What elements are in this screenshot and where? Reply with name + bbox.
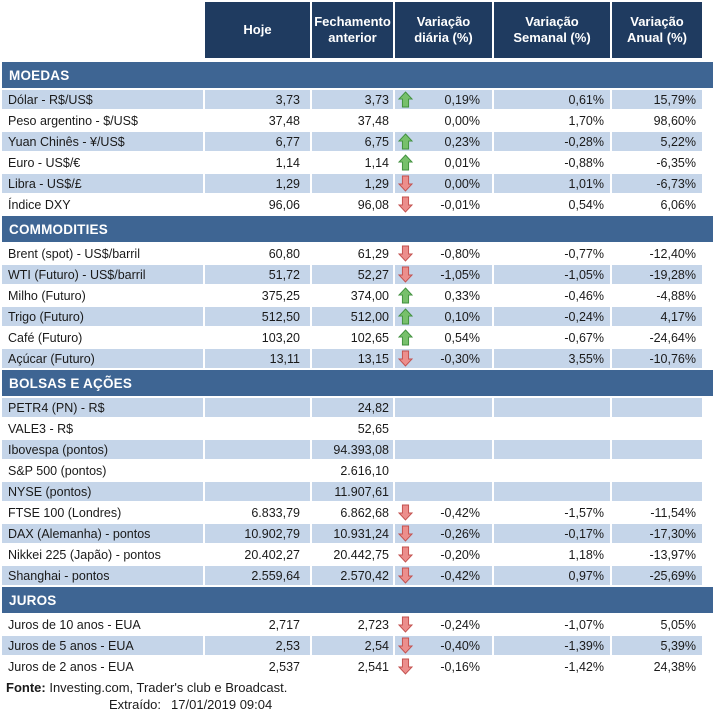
- arrow-slot: [397, 636, 414, 655]
- variacao-diaria-value: 0,19%: [444, 92, 480, 107]
- cell-variacao-anual: -4,88%: [612, 286, 702, 305]
- cell-variacao-diaria: [395, 461, 492, 480]
- cell-variacao-diaria: [395, 398, 492, 417]
- cell-variacao-anual: -13,97%: [612, 545, 702, 564]
- cell-fechamento: 20.442,75: [312, 545, 393, 564]
- cell-variacao-anual: [612, 461, 702, 480]
- cell-fechamento: 2,541: [312, 657, 393, 676]
- table-row: [2, 265, 713, 284]
- arrow-slot: [397, 286, 414, 305]
- row-label: VALE3 - R$: [2, 419, 203, 438]
- cell-variacao-semanal: -0,88%: [494, 153, 610, 172]
- table-row: [2, 636, 713, 655]
- cell-variacao-diaria: [395, 566, 492, 585]
- row-label: Juros de 10 anos - EUA: [2, 615, 203, 634]
- variacao-diaria-value: -0,01%: [440, 197, 480, 212]
- cell-variacao-anual: 5,39%: [612, 636, 702, 655]
- row-label: S&P 500 (pontos): [2, 461, 203, 480]
- cell-fechamento: 6.862,68: [312, 503, 393, 522]
- down-arrow-icon: [398, 546, 413, 564]
- cell-fechamento: 10.931,24: [312, 524, 393, 543]
- row-label: Milho (Futuro): [2, 286, 203, 305]
- arrow-slot: [397, 328, 414, 347]
- row-label: Nikkei 225 (Japão) - pontos: [2, 545, 203, 564]
- arrow-slot: [397, 503, 414, 522]
- row-label: Yuan Chinês - ¥/US$: [2, 132, 203, 151]
- cell-variacao-semanal: -1,39%: [494, 636, 610, 655]
- arrow-slot: [397, 244, 414, 263]
- cell-variacao-diaria: [395, 244, 492, 263]
- cell-variacao-anual: -6,35%: [612, 153, 702, 172]
- arrow-slot: [397, 111, 414, 130]
- cell-variacao-anual: 4,17%: [612, 307, 702, 326]
- row-label: Dólar - R$/US$: [2, 90, 203, 109]
- cell-variacao-semanal: 0,61%: [494, 90, 610, 109]
- row-label: Juros de 5 anos - EUA: [2, 636, 203, 655]
- source-label: Fonte:: [6, 680, 46, 695]
- cell-variacao-diaria: [395, 636, 492, 655]
- cell-variacao-anual: [612, 440, 702, 459]
- table-row: [2, 244, 713, 263]
- cell-variacao-anual: 5,22%: [612, 132, 702, 151]
- cell-variacao-anual: 5,05%: [612, 615, 702, 634]
- cell-variacao-diaria: [395, 328, 492, 347]
- down-arrow-icon: [398, 637, 413, 655]
- cell-hoje: 1,14: [205, 153, 310, 172]
- row-label: Juros de 2 anos - EUA: [2, 657, 203, 676]
- arrow-slot: [397, 657, 414, 676]
- section-header-0: MOEDAS: [2, 62, 713, 88]
- arrow-slot: [397, 349, 414, 368]
- cell-hoje: [205, 461, 310, 480]
- cell-variacao-semanal: -1,57%: [494, 503, 610, 522]
- cell-hoje: 2,717: [205, 615, 310, 634]
- table-row: [2, 503, 713, 522]
- cell-hoje: [205, 419, 310, 438]
- table-row: [2, 111, 713, 130]
- variacao-diaria-value: 0,01%: [444, 155, 480, 170]
- cell-hoje: 60,80: [205, 244, 310, 263]
- cell-hoje: 512,50: [205, 307, 310, 326]
- source-line: [6, 681, 713, 695]
- column-header-variacao-anual: Variação Anual (%): [612, 2, 702, 58]
- variacao-diaria-value: 0,23%: [444, 134, 480, 149]
- cell-fechamento: 374,00: [312, 286, 393, 305]
- cell-hoje: 2,537: [205, 657, 310, 676]
- cell-fechamento: 512,00: [312, 307, 393, 326]
- cell-variacao-semanal: [494, 482, 610, 501]
- cell-fechamento: 61,29: [312, 244, 393, 263]
- arrow-slot: [397, 90, 414, 109]
- table-row: [2, 657, 713, 676]
- down-arrow-icon: [398, 245, 413, 263]
- down-arrow-icon: [398, 175, 413, 193]
- cell-variacao-semanal: [494, 461, 610, 480]
- down-arrow-icon: [398, 196, 413, 214]
- up-arrow-icon: [398, 308, 413, 326]
- table-row: [2, 615, 713, 634]
- row-label: Shanghai - pontos: [2, 566, 203, 585]
- header-empty-corner: [2, 2, 203, 58]
- arrow-slot: [397, 132, 414, 151]
- cell-hoje: 6.833,79: [205, 503, 310, 522]
- variacao-diaria-value: -1,05%: [440, 267, 480, 282]
- cell-fechamento: 1,29: [312, 174, 393, 193]
- cell-variacao-anual: -6,73%: [612, 174, 702, 193]
- arrow-slot: [397, 461, 414, 480]
- extracted-timestamp: 17/01/2019 09:04: [171, 697, 273, 713]
- cell-fechamento: 2.570,42: [312, 566, 393, 585]
- table-row: [2, 524, 713, 543]
- cell-variacao-semanal: 0,54%: [494, 195, 610, 214]
- arrow-slot: [397, 398, 414, 417]
- table-row: [2, 566, 713, 585]
- cell-fechamento: 2.616,10: [312, 461, 393, 480]
- cell-variacao-semanal: -0,17%: [494, 524, 610, 543]
- cell-fechamento: 2,54: [312, 636, 393, 655]
- cell-hoje: 3,73: [205, 90, 310, 109]
- table-row: [2, 461, 713, 480]
- cell-variacao-semanal: -0,67%: [494, 328, 610, 347]
- cell-variacao-diaria: [395, 503, 492, 522]
- section-header-1: COMMODITIES: [2, 216, 713, 242]
- variacao-diaria-value: 0,00%: [444, 113, 480, 128]
- cell-fechamento: 3,73: [312, 90, 393, 109]
- cell-variacao-semanal: -1,05%: [494, 265, 610, 284]
- cell-hoje: 96,06: [205, 195, 310, 214]
- cell-variacao-diaria: [395, 111, 492, 130]
- cell-variacao-diaria: [395, 90, 492, 109]
- cell-variacao-diaria: [395, 657, 492, 676]
- cell-variacao-semanal: -0,77%: [494, 244, 610, 263]
- cell-variacao-anual: [612, 398, 702, 417]
- row-label: FTSE 100 (Londres): [2, 503, 203, 522]
- cell-hoje: 1,29: [205, 174, 310, 193]
- cell-variacao-semanal: -1,07%: [494, 615, 610, 634]
- cell-variacao-anual: -12,40%: [612, 244, 702, 263]
- cell-fechamento: 102,65: [312, 328, 393, 347]
- cell-fechamento: 24,82: [312, 398, 393, 417]
- variacao-diaria-value: -0,42%: [440, 568, 480, 583]
- cell-variacao-semanal: [494, 419, 610, 438]
- table-row: [2, 307, 713, 326]
- variacao-diaria-value: -0,30%: [440, 351, 480, 366]
- variacao-diaria-value: -0,42%: [440, 505, 480, 520]
- cell-hoje: 20.402,27: [205, 545, 310, 564]
- extracted-label: Extraído:: [109, 697, 162, 713]
- header-row: [2, 2, 713, 58]
- cell-variacao-semanal: -0,28%: [494, 132, 610, 151]
- cell-hoje: [205, 440, 310, 459]
- table-row: [2, 286, 713, 305]
- down-arrow-icon: [398, 350, 413, 368]
- cell-variacao-anual: -24,64%: [612, 328, 702, 347]
- cell-variacao-semanal: 3,55%: [494, 349, 610, 368]
- column-header-hoje: Hoje: [205, 2, 310, 58]
- table-row: [2, 482, 713, 501]
- cell-variacao-anual: 6,06%: [612, 195, 702, 214]
- table-row: [2, 349, 713, 368]
- row-label: DAX (Alemanha) - pontos: [2, 524, 203, 543]
- footer: [2, 678, 713, 713]
- cell-variacao-semanal: 1,01%: [494, 174, 610, 193]
- cell-variacao-anual: 98,60%: [612, 111, 702, 130]
- arrow-slot: [397, 307, 414, 326]
- arrow-slot: [397, 482, 414, 501]
- cell-variacao-diaria: [395, 349, 492, 368]
- variacao-diaria-value: -0,80%: [440, 246, 480, 261]
- cell-hoje: 103,20: [205, 328, 310, 347]
- down-arrow-icon: [398, 616, 413, 634]
- up-arrow-icon: [398, 133, 413, 151]
- up-arrow-icon: [398, 154, 413, 172]
- arrow-slot: [397, 524, 414, 543]
- variacao-diaria-value: 0,54%: [444, 330, 480, 345]
- row-label: WTI (Futuro) - US$/barril: [2, 265, 203, 284]
- column-header-variacao-diaria: Variação diária (%): [395, 2, 492, 58]
- column-header-variacao-semanal: Variação Semanal (%): [494, 2, 610, 58]
- cell-variacao-diaria: [395, 153, 492, 172]
- variacao-diaria-value: -0,16%: [440, 659, 480, 674]
- section-header-3: JUROS: [2, 587, 713, 613]
- cell-fechamento: 94.393,08: [312, 440, 393, 459]
- cell-variacao-semanal: 0,97%: [494, 566, 610, 585]
- row-label: Peso argentino - $/US$: [2, 111, 203, 130]
- arrow-slot: [397, 440, 414, 459]
- cell-variacao-diaria: [395, 615, 492, 634]
- cell-fechamento: 52,65: [312, 419, 393, 438]
- cell-hoje: 6,77: [205, 132, 310, 151]
- row-label: Brent (spot) - US$/barril: [2, 244, 203, 263]
- cell-variacao-anual: [612, 482, 702, 501]
- cell-fechamento: 13,15: [312, 349, 393, 368]
- cell-variacao-semanal: [494, 398, 610, 417]
- cell-fechamento: 2,723: [312, 615, 393, 634]
- cell-variacao-semanal: -0,24%: [494, 307, 610, 326]
- row-label: Ibovespa (pontos): [2, 440, 203, 459]
- down-arrow-icon: [398, 567, 413, 585]
- cell-variacao-anual: -19,28%: [612, 265, 702, 284]
- down-arrow-icon: [398, 525, 413, 543]
- table-row: [2, 328, 713, 347]
- row-label: NYSE (pontos): [2, 482, 203, 501]
- row-label: Euro - US$/€: [2, 153, 203, 172]
- cell-variacao-diaria: [395, 524, 492, 543]
- cell-variacao-diaria: [395, 482, 492, 501]
- variacao-diaria-value: -0,26%: [440, 526, 480, 541]
- cell-fechamento: 52,27: [312, 265, 393, 284]
- down-arrow-icon: [398, 504, 413, 522]
- cell-fechamento: 1,14: [312, 153, 393, 172]
- cell-variacao-diaria: [395, 195, 492, 214]
- row-label: Índice DXY: [2, 195, 203, 214]
- sections-container: [2, 62, 713, 678]
- row-label: Açúcar (Futuro): [2, 349, 203, 368]
- cell-variacao-semanal: 1,18%: [494, 545, 610, 564]
- cell-hoje: 2,53: [205, 636, 310, 655]
- arrow-slot: [397, 153, 414, 172]
- cell-variacao-anual: 24,38%: [612, 657, 702, 676]
- row-label: Café (Futuro): [2, 328, 203, 347]
- variacao-diaria-value: -0,20%: [440, 547, 480, 562]
- arrow-slot: [397, 566, 414, 585]
- arrow-slot: [397, 195, 414, 214]
- cell-variacao-anual: -10,76%: [612, 349, 702, 368]
- cell-hoje: 10.902,79: [205, 524, 310, 543]
- row-label: PETR4 (PN) - R$: [2, 398, 203, 417]
- source-text: Investing.com, Trader's club e Broadcast.: [45, 680, 288, 695]
- variacao-diaria-value: 0,33%: [444, 288, 480, 303]
- cell-variacao-semanal: [494, 440, 610, 459]
- cell-variacao-diaria: [395, 132, 492, 151]
- cell-variacao-diaria: [395, 440, 492, 459]
- up-arrow-icon: [398, 91, 413, 109]
- cell-hoje: 37,48: [205, 111, 310, 130]
- cell-variacao-diaria: [395, 174, 492, 193]
- up-arrow-icon: [398, 287, 413, 305]
- cell-hoje: 51,72: [205, 265, 310, 284]
- cell-variacao-diaria: [395, 419, 492, 438]
- cell-variacao-diaria: [395, 545, 492, 564]
- cell-hoje: 375,25: [205, 286, 310, 305]
- cell-variacao-semanal: -1,42%: [494, 657, 610, 676]
- cell-variacao-anual: [612, 419, 702, 438]
- cell-variacao-anual: -25,69%: [612, 566, 702, 585]
- cell-variacao-anual: 15,79%: [612, 90, 702, 109]
- row-label: Libra - US$/£: [2, 174, 203, 193]
- arrow-slot: [397, 615, 414, 634]
- cell-fechamento: 37,48: [312, 111, 393, 130]
- cell-variacao-anual: -11,54%: [612, 503, 702, 522]
- cell-variacao-diaria: [395, 307, 492, 326]
- arrow-slot: [397, 174, 414, 193]
- arrow-slot: [397, 419, 414, 438]
- table-row: [2, 132, 713, 151]
- extracted-line: [6, 698, 713, 712]
- column-header-fechamento: Fechamento anterior: [312, 2, 393, 58]
- cell-variacao-anual: -17,30%: [612, 524, 702, 543]
- cell-hoje: 2.559,64: [205, 566, 310, 585]
- down-arrow-icon: [398, 658, 413, 676]
- cell-variacao-semanal: 1,70%: [494, 111, 610, 130]
- table-row: [2, 195, 713, 214]
- cell-hoje: [205, 398, 310, 417]
- cell-hoje: 13,11: [205, 349, 310, 368]
- arrow-slot: [397, 545, 414, 564]
- table-row: [2, 545, 713, 564]
- table-row: [2, 90, 713, 109]
- cell-fechamento: 11.907,61: [312, 482, 393, 501]
- variacao-diaria-value: -0,40%: [440, 638, 480, 653]
- cell-variacao-semanal: -0,46%: [494, 286, 610, 305]
- table-row: [2, 419, 713, 438]
- down-arrow-icon: [398, 266, 413, 284]
- cell-fechamento: 6,75: [312, 132, 393, 151]
- row-label: Trigo (Futuro): [2, 307, 203, 326]
- arrow-slot: [397, 265, 414, 284]
- table-row: [2, 174, 713, 193]
- variacao-diaria-value: 0,10%: [444, 309, 480, 324]
- table-row: [2, 440, 713, 459]
- cell-variacao-diaria: [395, 286, 492, 305]
- variacao-diaria-value: 0,00%: [444, 176, 480, 191]
- cell-fechamento: 96,08: [312, 195, 393, 214]
- section-header-2: BOLSAS E AÇÕES: [2, 370, 713, 396]
- cell-hoje: [205, 482, 310, 501]
- cell-variacao-diaria: [395, 265, 492, 284]
- table-row: [2, 398, 713, 417]
- up-arrow-icon: [398, 329, 413, 347]
- variacao-diaria-value: -0,24%: [440, 617, 480, 632]
- table-row: [2, 153, 713, 172]
